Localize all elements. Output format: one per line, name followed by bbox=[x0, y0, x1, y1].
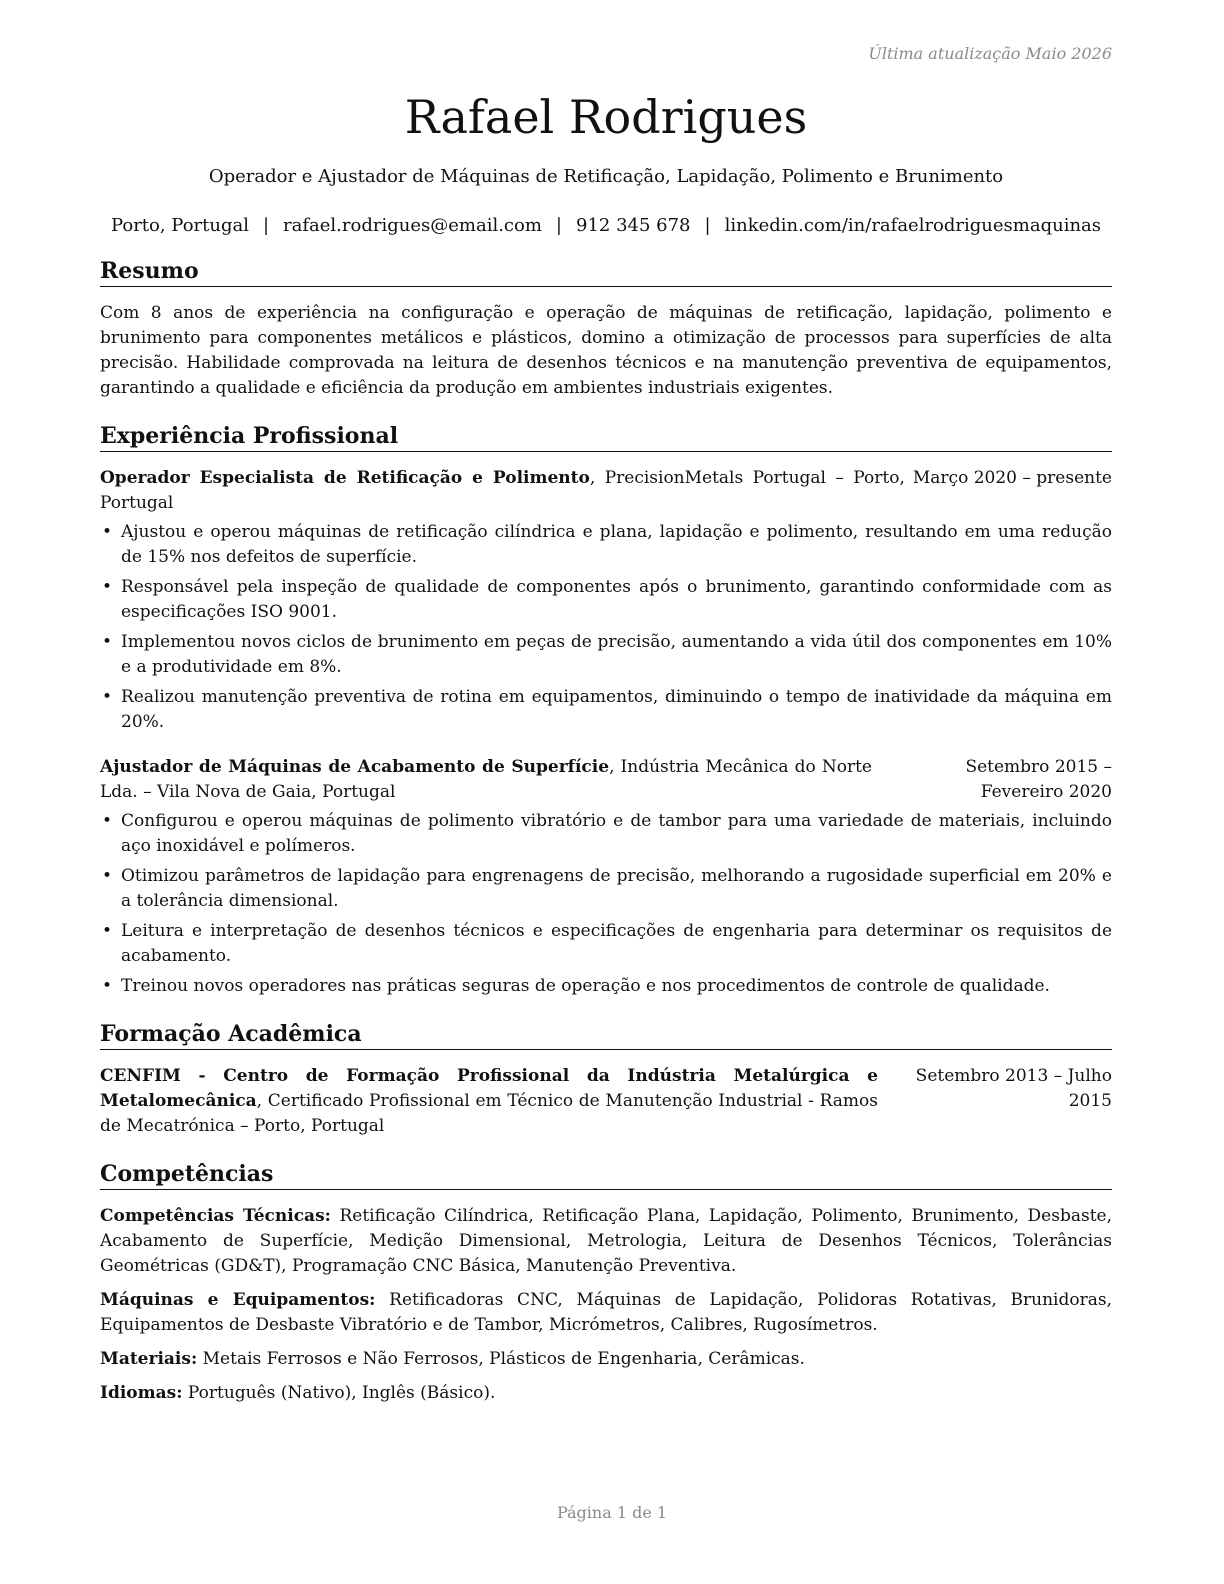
job-dates: Março 2020 – presente bbox=[912, 468, 1112, 488]
list-item: • Configurou e operou máquinas de polimento vibratório e de tambor para uma variedade de materiais, incluindo aço inoxidável e polímeros. bbox=[100, 809, 1112, 859]
contact-separator: | bbox=[704, 215, 711, 236]
page-number: Página 1 de 1 bbox=[556, 1503, 668, 1522]
section-heading-education: Formação Acadêmica bbox=[100, 1021, 1112, 1050]
list-item: • Otimizou parâmetros de lapidação para engrenagens de precisão, melhorando a rugosidade superficial em 20% e a tolerância dimensional. bbox=[100, 864, 1112, 914]
section-heading-skills: Competências bbox=[100, 1161, 1112, 1190]
job-dates: Setembro 2015 – Fevereiro 2020 bbox=[965, 757, 1112, 802]
skill-text: Retificação Cilíndrica, Retificação Plana, Lapidação, Polimento, Brunimento, Desbaste, Acabamento de Superfície, Medição Dimensional, Metrologia, Leitura de Desenhos Técnicos, Tolerâncias Geométricas (GD&T), Programação CNC Básica, Manutenção Preventiva. bbox=[100, 1206, 1112, 1276]
job-company: , PrecisionMetals Portugal – Porto, Portugal bbox=[100, 468, 905, 513]
summary-text: Com 8 anos de experiência na configuração e operação de máquinas de retificação, lapidação, polimento e brunimento para componentes metálicos e plásticos, domino a otimização de processos para superfícies de alta precisão. Habilidade comprovada na leitura de desenhos técnicos e na manutenção preventiva de equipamentos, garantindo a qualidade e eficiência da produção em ambientes industriais exigentes. bbox=[100, 303, 1112, 398]
skill-label: Competências Técnicas: bbox=[100, 1206, 331, 1226]
contact-separator: | bbox=[555, 215, 562, 236]
job-role: Operador Especialista de Retificação e Polimento bbox=[100, 468, 590, 488]
education-entry bbox=[100, 1064, 1112, 1139]
list-item: • Implementou novos ciclos de brunimento em peças de precisão, aumentando a vida útil dos componentes em 10% e a produtividade em 8%. bbox=[100, 630, 1112, 680]
job-entry bbox=[100, 755, 1112, 999]
skill-label: Máquinas e Equipamentos: bbox=[100, 1290, 376, 1310]
job-role: Ajustador de Máquinas de Acabamento de Superfície bbox=[100, 757, 610, 777]
skill-group bbox=[100, 1347, 1112, 1372]
skill-label: Materiais: bbox=[100, 1349, 198, 1369]
section-heading-experience: Experiência Profissional bbox=[100, 423, 1112, 452]
contact-linkedin[interactable]: linkedin.com/in/rafaelrodriguesmaquinas bbox=[724, 215, 1102, 236]
list-item: • Realizou manutenção preventiva de rotina em equipamentos, diminuindo o tempo de inatividade da máquina em 20%. bbox=[100, 685, 1112, 735]
education-dates: Setembro 2013 – Julho 2015 bbox=[915, 1066, 1112, 1111]
job-bullets bbox=[100, 809, 1112, 999]
job-header bbox=[100, 466, 1112, 516]
section-heading-summary: Resumo bbox=[100, 258, 1112, 287]
summary-section bbox=[100, 258, 1112, 401]
skill-group bbox=[100, 1288, 1112, 1338]
list-item: • Ajustou e operou máquinas de retificação cilíndrica e plana, lapidação e polimento, resultando em uma redução de 15% nos defeitos de superfície. bbox=[100, 520, 1112, 570]
contact-separator: | bbox=[262, 215, 270, 236]
job-bullets bbox=[100, 520, 1112, 735]
skill-group bbox=[100, 1381, 1112, 1406]
list-item: • Treinou novos operadores nas práticas seguras de operação e nos procedimentos de controle de qualidade. bbox=[100, 974, 1112, 999]
candidate-name: Rafael Rodrigues bbox=[404, 90, 808, 144]
skill-group bbox=[100, 1204, 1112, 1279]
skill-text: Metais Ferrosos e Não Ferrosos, Plásticos de Engenharia, Cerâmicas. bbox=[197, 1349, 805, 1369]
list-item: • Responsável pela inspeção de qualidade de componentes após o brunimento, garantindo conformidade com as especificações ISO 9001. bbox=[100, 575, 1112, 625]
skill-text: Português (Nativo), Inglês (Básico). bbox=[182, 1383, 496, 1403]
job-entry bbox=[100, 466, 1112, 735]
contact-line bbox=[100, 215, 1112, 236]
experience-section bbox=[100, 423, 1112, 999]
last-updated: Última atualização Maio 2026 bbox=[868, 44, 1112, 63]
candidate-title: Operador e Ajustador de Máquinas de Retificação, Lapidação, Polimento e Brunimento bbox=[208, 166, 1004, 187]
job-company: , Indústria Mecânica do Norte Lda. – Vila Nova de Gaia, Portugal bbox=[100, 757, 872, 802]
contact-email[interactable]: rafael.rodrigues@email.com bbox=[283, 215, 542, 236]
education-section bbox=[100, 1021, 1112, 1139]
skill-label: Idiomas: bbox=[100, 1383, 183, 1403]
education-institution: CENFIM - Centro de Formação Profissional da Indústria Metalúrgica e Metalomecânica bbox=[100, 1066, 878, 1111]
skill-text: Retificadoras CNC, Máquinas de Lapidação, Polidoras Rotativas, Brunidoras, Equipamentos de Desbaste Vibratório e de Tambor, Micrómetros, Calibres, Rugosímetros. bbox=[100, 1290, 1113, 1335]
list-item: • Leitura e interpretação de desenhos técnicos e especificações de engenharia para determinar os requisitos de acabamento. bbox=[100, 919, 1112, 969]
job-header bbox=[100, 755, 1112, 805]
education-details: , Certificado Profissional em Técnico de Manutenção Industrial - Ramos de Mecatrónica – Porto, Portugal bbox=[100, 1091, 878, 1136]
skills-section bbox=[100, 1161, 1112, 1406]
contact-phone: 912 345 678 bbox=[576, 215, 691, 236]
education-header bbox=[100, 1064, 1112, 1139]
contact-location: Porto, Portugal bbox=[110, 215, 249, 236]
